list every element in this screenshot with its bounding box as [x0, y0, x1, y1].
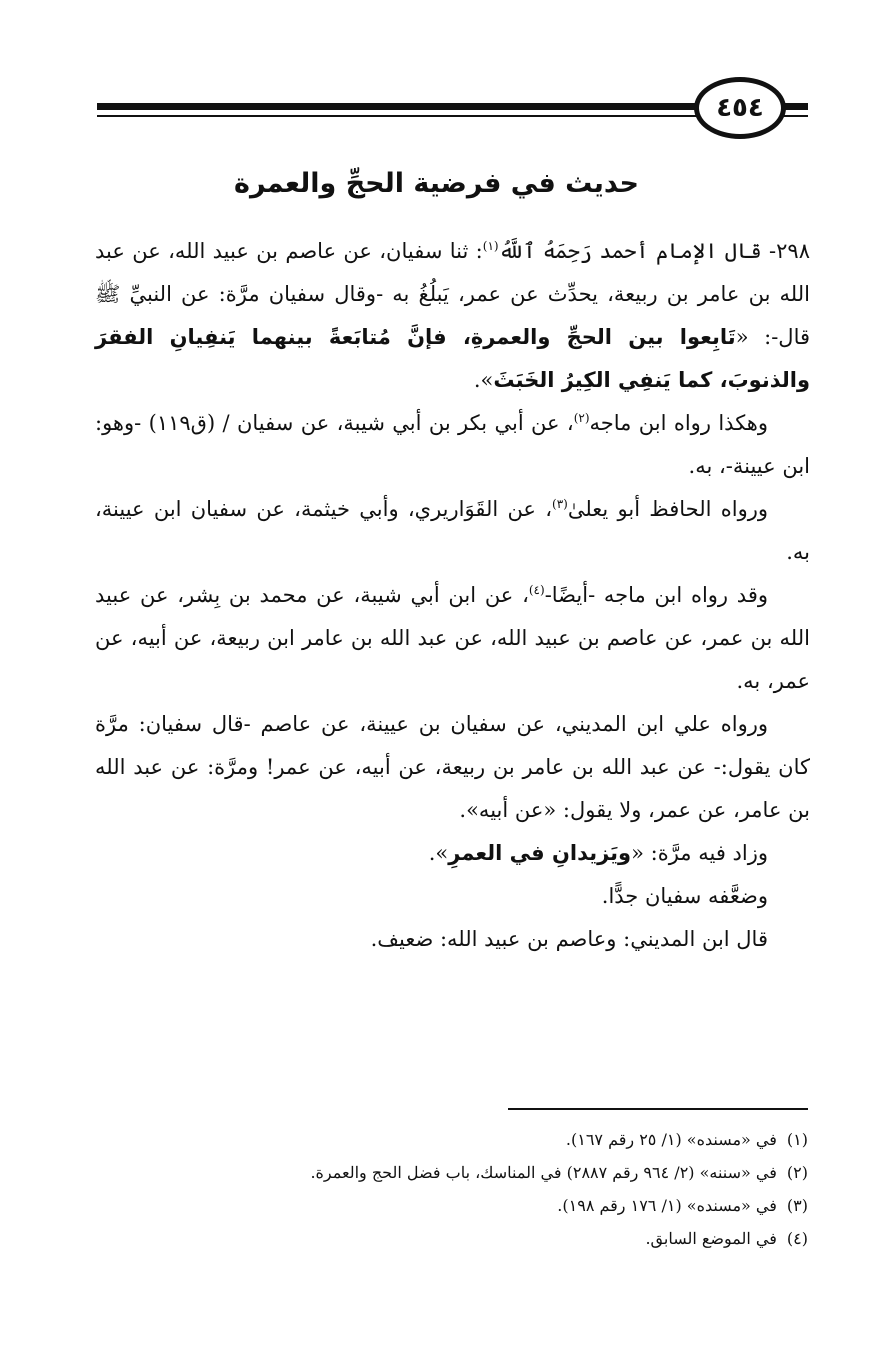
- footnote-ref: (٣): [552, 497, 568, 511]
- paragraph-text: وضعَّفه سفيان جدًّا.: [601, 884, 768, 908]
- footnote-number: (٤): [786, 1229, 808, 1248]
- paragraph-text: ، عن أبي بكر بن أبي شيبة، عن سفيان / (ق١١٩) -وهو: ابن عيينة-، به.: [95, 411, 810, 478]
- footnote-text: في «مسنده» (١/ ٢٥ رقم ١٦٧).: [565, 1130, 777, 1149]
- footnote-separator: [508, 1108, 808, 1110]
- paragraph: [95, 402, 810, 488]
- paragraph: [95, 918, 810, 961]
- paragraph: [95, 875, 810, 918]
- hadith-text: تَابِعوا بين الحجِّ والعمرةِ، فإنَّ مُتابَعةً بينهما يَنفِيانِ الفقرَ والذنوبَ، كما يَنفِي الكِيرُ الخَبَثَ: [95, 325, 810, 392]
- footnote: [95, 1123, 808, 1156]
- footnote-text: في «سننه» (٢/ ٩٦٤ رقم ٢٨٨٧) في المناسك، باب فضل الحج والعمرة.: [310, 1163, 777, 1182]
- paragraph-text: ».: [428, 841, 449, 865]
- footnote-text: في «مسنده» (١/ ١٧٦ رقم ١٩٨).: [557, 1196, 777, 1215]
- paragraph-text: قال ابن المديني: وعاصم بن عبيد الله: ضعيف.: [370, 927, 768, 951]
- footnote: [95, 1189, 808, 1222]
- paragraph: [95, 574, 810, 703]
- page-number-badge: [694, 77, 786, 139]
- chapter-title: حديث في فرضية الحجِّ والعمرة: [234, 168, 639, 199]
- paragraph-text: وزاد فيه مرَّة: «: [631, 841, 768, 865]
- paragraph-text: ، عن القَوَاريري، وأبي خيثمة، عن سفيان ابن عيينة، به.: [95, 497, 810, 564]
- paragraph-text: وقد رواه ابن ماجه -أيضًا-: [544, 583, 769, 607]
- footnote-number: (١): [786, 1130, 808, 1149]
- footnotes: [95, 1123, 808, 1255]
- paragraph: [95, 703, 810, 832]
- main-text: [95, 230, 810, 961]
- paragraph-text: ٢٩٨- قال الإمام أحمد رَحِمَهُ ٱللَّهُ: [498, 239, 810, 263]
- page-number: ٤٥٤: [716, 93, 764, 123]
- paragraph-text: : ثنا سفيان، عن عاصم بن عبيد الله، عن عبد الله بن عامر بن ربيعة، يحدِّث عن عمر، يَبلُغُ به -وقال سفيان مرَّة: عن النبيِّ ﷺ قال-: «: [95, 239, 811, 349]
- footnote-ref: (١): [482, 239, 499, 253]
- footnote: [95, 1222, 808, 1255]
- paragraph: [95, 488, 810, 574]
- footnote-ref: (٢): [573, 411, 590, 425]
- hadith-text: ويَزيدانِ في العمرِ: [448, 841, 632, 865]
- footnote-number: (٢): [786, 1163, 808, 1182]
- paragraph-text: ورواه الحافظ أبو يعلىٰ: [567, 497, 768, 521]
- header-rule-thick: [97, 103, 697, 110]
- paragraph-text: ، عن ابن أبي شيبة، عن محمد بن بِشر، عن عبيد الله بن عمر، عن عاصم بن عبيد الله، عن عبد الله بن عامر ابن ربيعة، عن أبيه، عن عمر، به.: [95, 583, 810, 693]
- paragraph: [95, 230, 810, 402]
- paragraph-text: ورواه علي ابن المديني، عن سفيان بن عيينة، عن عاصم -قال سفيان: مرَّة كان يقول:- عن عبد الله بن عامر بن ربيعة، عن أبيه، عن عمر! ومرَّة: عن عبد الله بن عامر، عن عمر، ولا يقول: «عن أبيه».: [95, 712, 810, 822]
- footnote-number: (٣): [786, 1196, 808, 1215]
- footnote: [95, 1156, 808, 1189]
- footnote-ref: (٤): [528, 583, 545, 597]
- header-rule-thin: [97, 115, 697, 117]
- paragraph-text: وهكذا رواه ابن ماجه: [589, 411, 769, 435]
- footnote-text: في الموضع السابق.: [645, 1229, 777, 1248]
- paragraph-text: ».: [473, 368, 494, 392]
- paragraph: [95, 832, 810, 875]
